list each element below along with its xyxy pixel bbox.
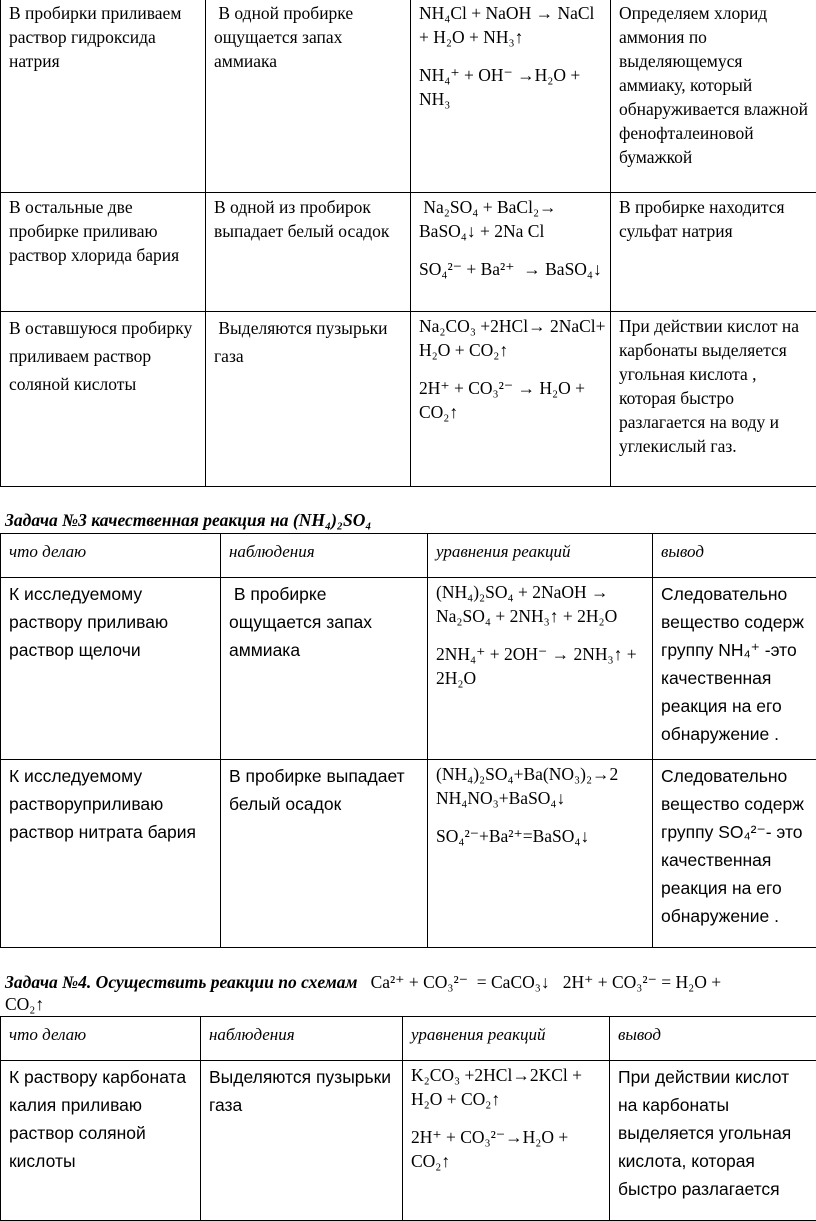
task4-schemes-cont-text: CO₂↑ bbox=[5, 994, 44, 1014]
table-row bbox=[1, 578, 816, 760]
task4-schemes: Ca²⁺ + CO₃²⁻ = CaCO₃↓ 2H⁺ + CO₃²⁻ = H₂O + bbox=[371, 972, 722, 992]
action-cell: К исследуемому раствору приливаю раствор щелочи bbox=[1, 578, 221, 760]
action-cell: В остальные две пробирке приливаю раствор хлорида бария bbox=[1, 193, 206, 312]
header-cell: вывод bbox=[653, 534, 816, 578]
equation-cell bbox=[428, 578, 653, 760]
conclusion-cell: При действии кислот на карбонаты выделяется угольная кислота , которая быстро разлагается на воду и углекислый газ. bbox=[611, 312, 816, 487]
equation-ionic: 2H⁺ + CO₃²⁻→H₂O + CO₂↑ bbox=[411, 1125, 605, 1173]
equation-molecular: K₂CO₃ +2HCl→2KCl + H₂O + CO₂↑ bbox=[411, 1063, 605, 1111]
header-cell: что делаю bbox=[1, 534, 221, 578]
task4-title bbox=[5, 972, 721, 993]
table-row bbox=[1, 0, 816, 193]
observation-cell: Выделяются пузырьки газа bbox=[206, 312, 411, 487]
table-row bbox=[1, 312, 816, 487]
table-row bbox=[1, 1061, 816, 1221]
observation-cell: В одной пробирке ощущается запах аммиака bbox=[206, 0, 411, 193]
header-cell: уравнения реакций bbox=[403, 1017, 610, 1061]
action-cell: К исследуемому растворуприливаю раствор нитрата бария bbox=[1, 760, 221, 948]
observation-cell: В пробирке ощущается запах аммиака bbox=[221, 578, 428, 760]
equation-molecular: Na₂SO₄ + BaCl₂→ BaSO₄↓ + 2Na Cl bbox=[419, 195, 606, 243]
conclusion-cell: Следовательно вещество содерж группу SO₄²⁻- это качественная реакция на его обнаружение . bbox=[653, 760, 816, 948]
equation-ionic: NH₄⁺ + OH⁻ →H₂O + NH₃ bbox=[419, 63, 606, 111]
equation-molecular: (NH₄)₂SO₄+Ba(NO₃)₂→2 NH₄NO₃+BaSO₄↓ bbox=[436, 762, 648, 810]
task3-table bbox=[0, 533, 816, 948]
equation-ionic: SO₄²⁻ + Ba²⁺ → BaSO₄↓ bbox=[419, 257, 606, 281]
conclusion-cell: Определяем хлорид аммония по выделяющемуся аммиаку, который обнаруживается влажной фенофталеиновой бумажкой bbox=[611, 0, 816, 193]
conclusion-cell: В пробирке находится сульфат натрия bbox=[611, 193, 816, 312]
observation-cell: Выделяются пузырьки газа bbox=[201, 1061, 403, 1221]
action-cell: В пробирки приливаем раствор гидроксида натрия bbox=[1, 0, 206, 193]
table-1 bbox=[0, 0, 816, 487]
header-cell: что делаю bbox=[1, 1017, 201, 1061]
observation-cell: В одной из пробирок выпадает белый осадок bbox=[206, 193, 411, 312]
equation-cell bbox=[428, 760, 653, 948]
equation-ionic: 2H⁺ + CO₃²⁻ → H₂O + CO₂↑ bbox=[419, 376, 606, 424]
table-header-row bbox=[1, 1017, 816, 1061]
header-cell: наблюдения bbox=[221, 534, 428, 578]
task4-table bbox=[0, 1016, 816, 1221]
action-cell: К раствору карбоната калия приливаю раствор соляной кислоты bbox=[1, 1061, 201, 1221]
equation-cell bbox=[411, 312, 611, 487]
task3-title: Задача №3 качественная реакция на (NH₄)₂SO₄ bbox=[5, 510, 371, 531]
equation-ionic: SO₄²⁻+Ba²⁺=BaSO₄↓ bbox=[436, 824, 648, 848]
task4-schemes-cont bbox=[5, 994, 44, 1015]
header-cell: уравнения реакций bbox=[428, 534, 653, 578]
equation-cell bbox=[411, 0, 611, 193]
table-row bbox=[1, 193, 816, 312]
observation-cell: В пробирке выпадает белый осадок bbox=[221, 760, 428, 948]
header-cell: вывод bbox=[610, 1017, 816, 1061]
header-cell: наблюдения bbox=[201, 1017, 403, 1061]
task4-title-text: Задача №4. Осуществить реакции по схемам bbox=[5, 972, 357, 992]
equation-ionic: 2NH₄⁺ + 2OH⁻ → 2NH₃↑ + 2H₂O bbox=[436, 642, 648, 690]
equation-molecular: NH₄Cl + NaOH → NaCl + H₂O + NH₃↑ bbox=[419, 1, 606, 49]
equation-cell bbox=[403, 1061, 610, 1221]
conclusion-cell: При действии кислот на карбонаты выделяется угольная кислота, которая быстро разлагается bbox=[610, 1061, 816, 1221]
equation-molecular: (NH₄)₂SO₄ + 2NaOH → Na₂SO₄ + 2NH₃↑ + 2H₂O bbox=[436, 580, 648, 628]
conclusion-cell: Следовательно вещество содерж группу NH₄⁺ -это качественная реакция на его обнаружение . bbox=[653, 578, 816, 760]
equation-molecular: Na₂CO₃ +2HCl→ 2NaCl+ H₂O + CO₂↑ bbox=[419, 314, 606, 362]
action-cell: В оставшуюся пробирку приливаем раствор соляной кислоты bbox=[1, 312, 206, 487]
table-header-row bbox=[1, 534, 816, 578]
equation-cell bbox=[411, 193, 611, 312]
table-row bbox=[1, 760, 816, 948]
